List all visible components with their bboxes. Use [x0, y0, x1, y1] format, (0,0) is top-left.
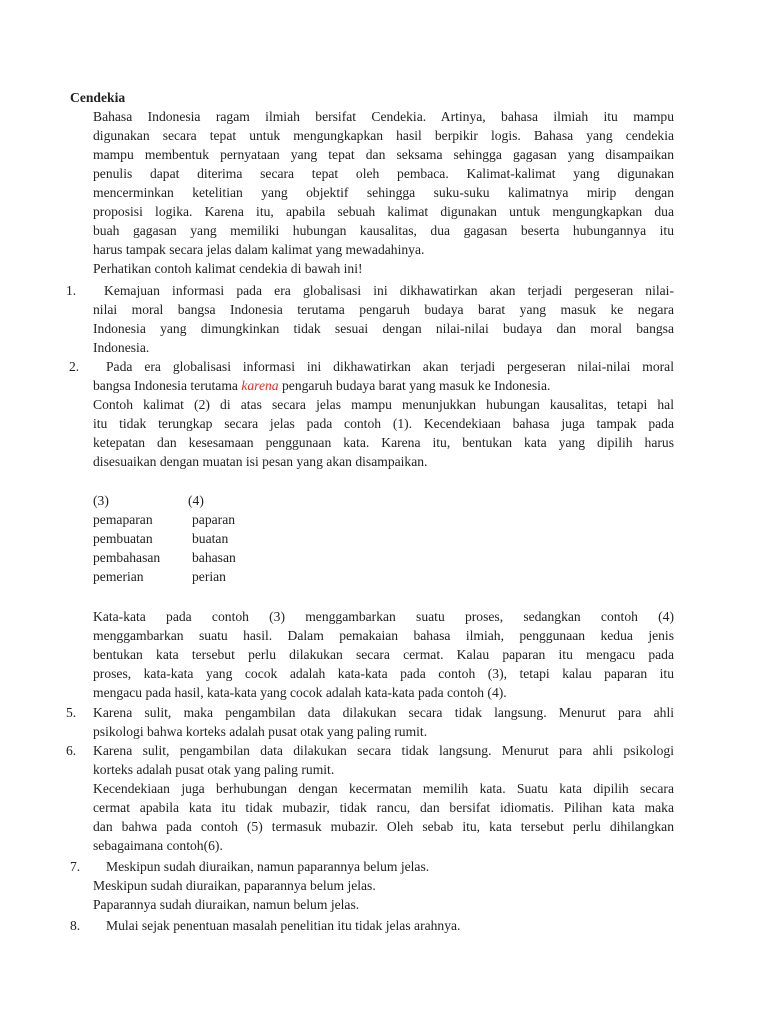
- alternative-line: Paparannya sudah diuraikan, namun belum jelas.: [93, 897, 360, 912]
- explain-line: Contoh kalimat (2) di atas secara jelas mampu menunjukkan hubungan kausalitas, tetapi hal: [93, 397, 674, 412]
- item-line: Karena sulit, maka pengambilan data dilakukan secara tidak langsung. Menurut para ahli: [93, 705, 674, 720]
- item-number: 5.: [66, 705, 77, 720]
- item-line-text: pengaruh budaya barat yang masuk ke Indonesia.: [278, 378, 551, 393]
- intro-line: penulis dapat diterima secara tepat oleh pembaca. Kalimat-kalimat yang digunakan: [93, 166, 674, 181]
- explain-line: ketepatan dan kesesamaan penggunaan kata. Karena itu, bentukan kata yang dipilih harus: [93, 435, 674, 450]
- table-explain-line: Kata-kata pada contoh (3) menggambarkan suatu proses, sedangkan contoh (4): [93, 609, 674, 624]
- item-line: Meskipun sudah diuraikan, namun paparannya belum jelas.: [106, 859, 430, 874]
- table-explain-line: mengacu pada hasil, kata-kata yang cocok adalah kata-kata pada contoh (4).: [93, 685, 507, 700]
- item-number: 6.: [66, 743, 77, 758]
- table-header-3: (3): [93, 493, 109, 508]
- table-cell-result: paparan: [192, 512, 236, 527]
- intro-line: Bahasa Indonesia ragam ilmiah bersifat Cendekia. Artinya, bahasa ilmiah itu mampu: [93, 109, 674, 124]
- explain-line: itu tidak terungkap secara jelas pada contoh (1). Kecendekiaan bahasa juga tampak pada: [93, 416, 674, 431]
- alternative-line: Meskipun sudah diuraikan, paparannya belum jelas.: [93, 878, 376, 893]
- item-line: psikologi bahwa korteks adalah pusat otak yang paling rumit.: [93, 724, 428, 739]
- item-number: 2.: [69, 359, 80, 374]
- item-line: Mulai sejak penentuan masalah penelitian itu tidak jelas arahnya.: [106, 918, 461, 933]
- table-cell-result: buatan: [192, 531, 229, 546]
- item-number: 8.: [70, 918, 81, 933]
- table-cell-process: pembahasan: [93, 550, 161, 565]
- intro-line: mencerminkan ketelitian yang objektif sehingga suku-suku kalimatnya mirip dengan: [93, 185, 674, 200]
- table-header-4: (4): [188, 493, 204, 508]
- table-explain-line: proses, kata-kata yang cocok adalah kata-kata pada contoh (3), tetapi kalau paparan itu: [93, 666, 674, 681]
- paragraph-line: dan bahwa pada contoh (5) termasuk mubazir. Oleh sebab itu, kata tersebut perlu dihilangkan: [93, 819, 674, 834]
- item-line: Pada era globalisasi informasi ini dikhawatirkan akan terjadi pergeseran nilai-nilai moral: [106, 359, 674, 374]
- item-line: nilai moral bangsa Indonesia terutama pengaruh budaya barat yang masuk ke negara: [93, 302, 674, 317]
- item-line-text: bangsa Indonesia terutama: [93, 378, 242, 393]
- paragraph-line: sebagaimana contoh(6).: [93, 838, 223, 853]
- intro-line: digunakan secara tepat untuk mengungkapkan hasil berpikir logis. Bahasa yang cendekia: [93, 128, 674, 143]
- table-cell-process: pembuatan: [93, 531, 153, 546]
- table-cell-result: bahasan: [192, 550, 236, 565]
- intro-line: mampu membentuk pernyataan yang tepat dan seksama sehingga gagasan yang disampaikan: [93, 147, 674, 162]
- table-cell-process: pemerian: [93, 569, 144, 584]
- item-line: Indonesia.: [93, 340, 150, 355]
- table-explain-line: menggambarkan suatu hasil. Dalam pemakaian bahasa ilmiah, penggunaan kedua jenis: [93, 628, 674, 643]
- item-line: korteks adalah pusat otak yang paling rumit.: [93, 762, 335, 777]
- item-line: Indonesia yang dimungkinkan tidak sesuai dengan nilai-nilai budaya dan moral bangsa: [93, 321, 674, 336]
- paragraph-line: Kecendekiaan juga berhubungan dengan kecermatan memilih kata. Suatu kata dipilih secara: [93, 781, 674, 796]
- paragraph-line: cermat apabila kata itu tidak mubazir, tidak rancu, dan bersifat idiomatis. Pilihan kata maka: [93, 800, 674, 815]
- item-number: 1.: [66, 283, 77, 298]
- item-number: 7.: [70, 859, 81, 874]
- item-line: Kemajuan informasi pada era globalisasi ini dikhawatirkan akan terjadi pergeseran nilai-: [104, 283, 674, 298]
- section-title: Cendekia: [70, 90, 126, 105]
- intro-prompt: Perhatikan contoh kalimat cendekia di bawah ini!: [93, 261, 363, 276]
- table-cell-result: perian: [192, 569, 226, 584]
- item-line: [93, 376, 550, 395]
- explain-line: disesuaikan dengan muatan isi pesan yang akan disampaikan.: [93, 454, 428, 469]
- intro-line: proposisi logika. Karena itu, apabila sebuah kalimat digunakan untuk mengungkapkan dua: [93, 204, 674, 219]
- highlighted-word: karena: [241, 378, 279, 393]
- intro-line: harus tampak secara jelas dalam kalimat yang mewadahinya.: [93, 242, 425, 257]
- table-explain-line: bentukan kata tersebut perlu dilakukan secara cermat. Kalau paparan itu mengacu pada: [93, 647, 674, 662]
- item-line: Karena sulit, pengambilan data dilakukan secara tidak langsung. Menurut para ahli psikologi: [93, 743, 674, 758]
- table-cell-process: pemaparan: [93, 512, 153, 527]
- intro-line: buah gagasan yang memiliki hubungan kausalitas, dua gagasan beserta hubungannya itu: [93, 223, 674, 238]
